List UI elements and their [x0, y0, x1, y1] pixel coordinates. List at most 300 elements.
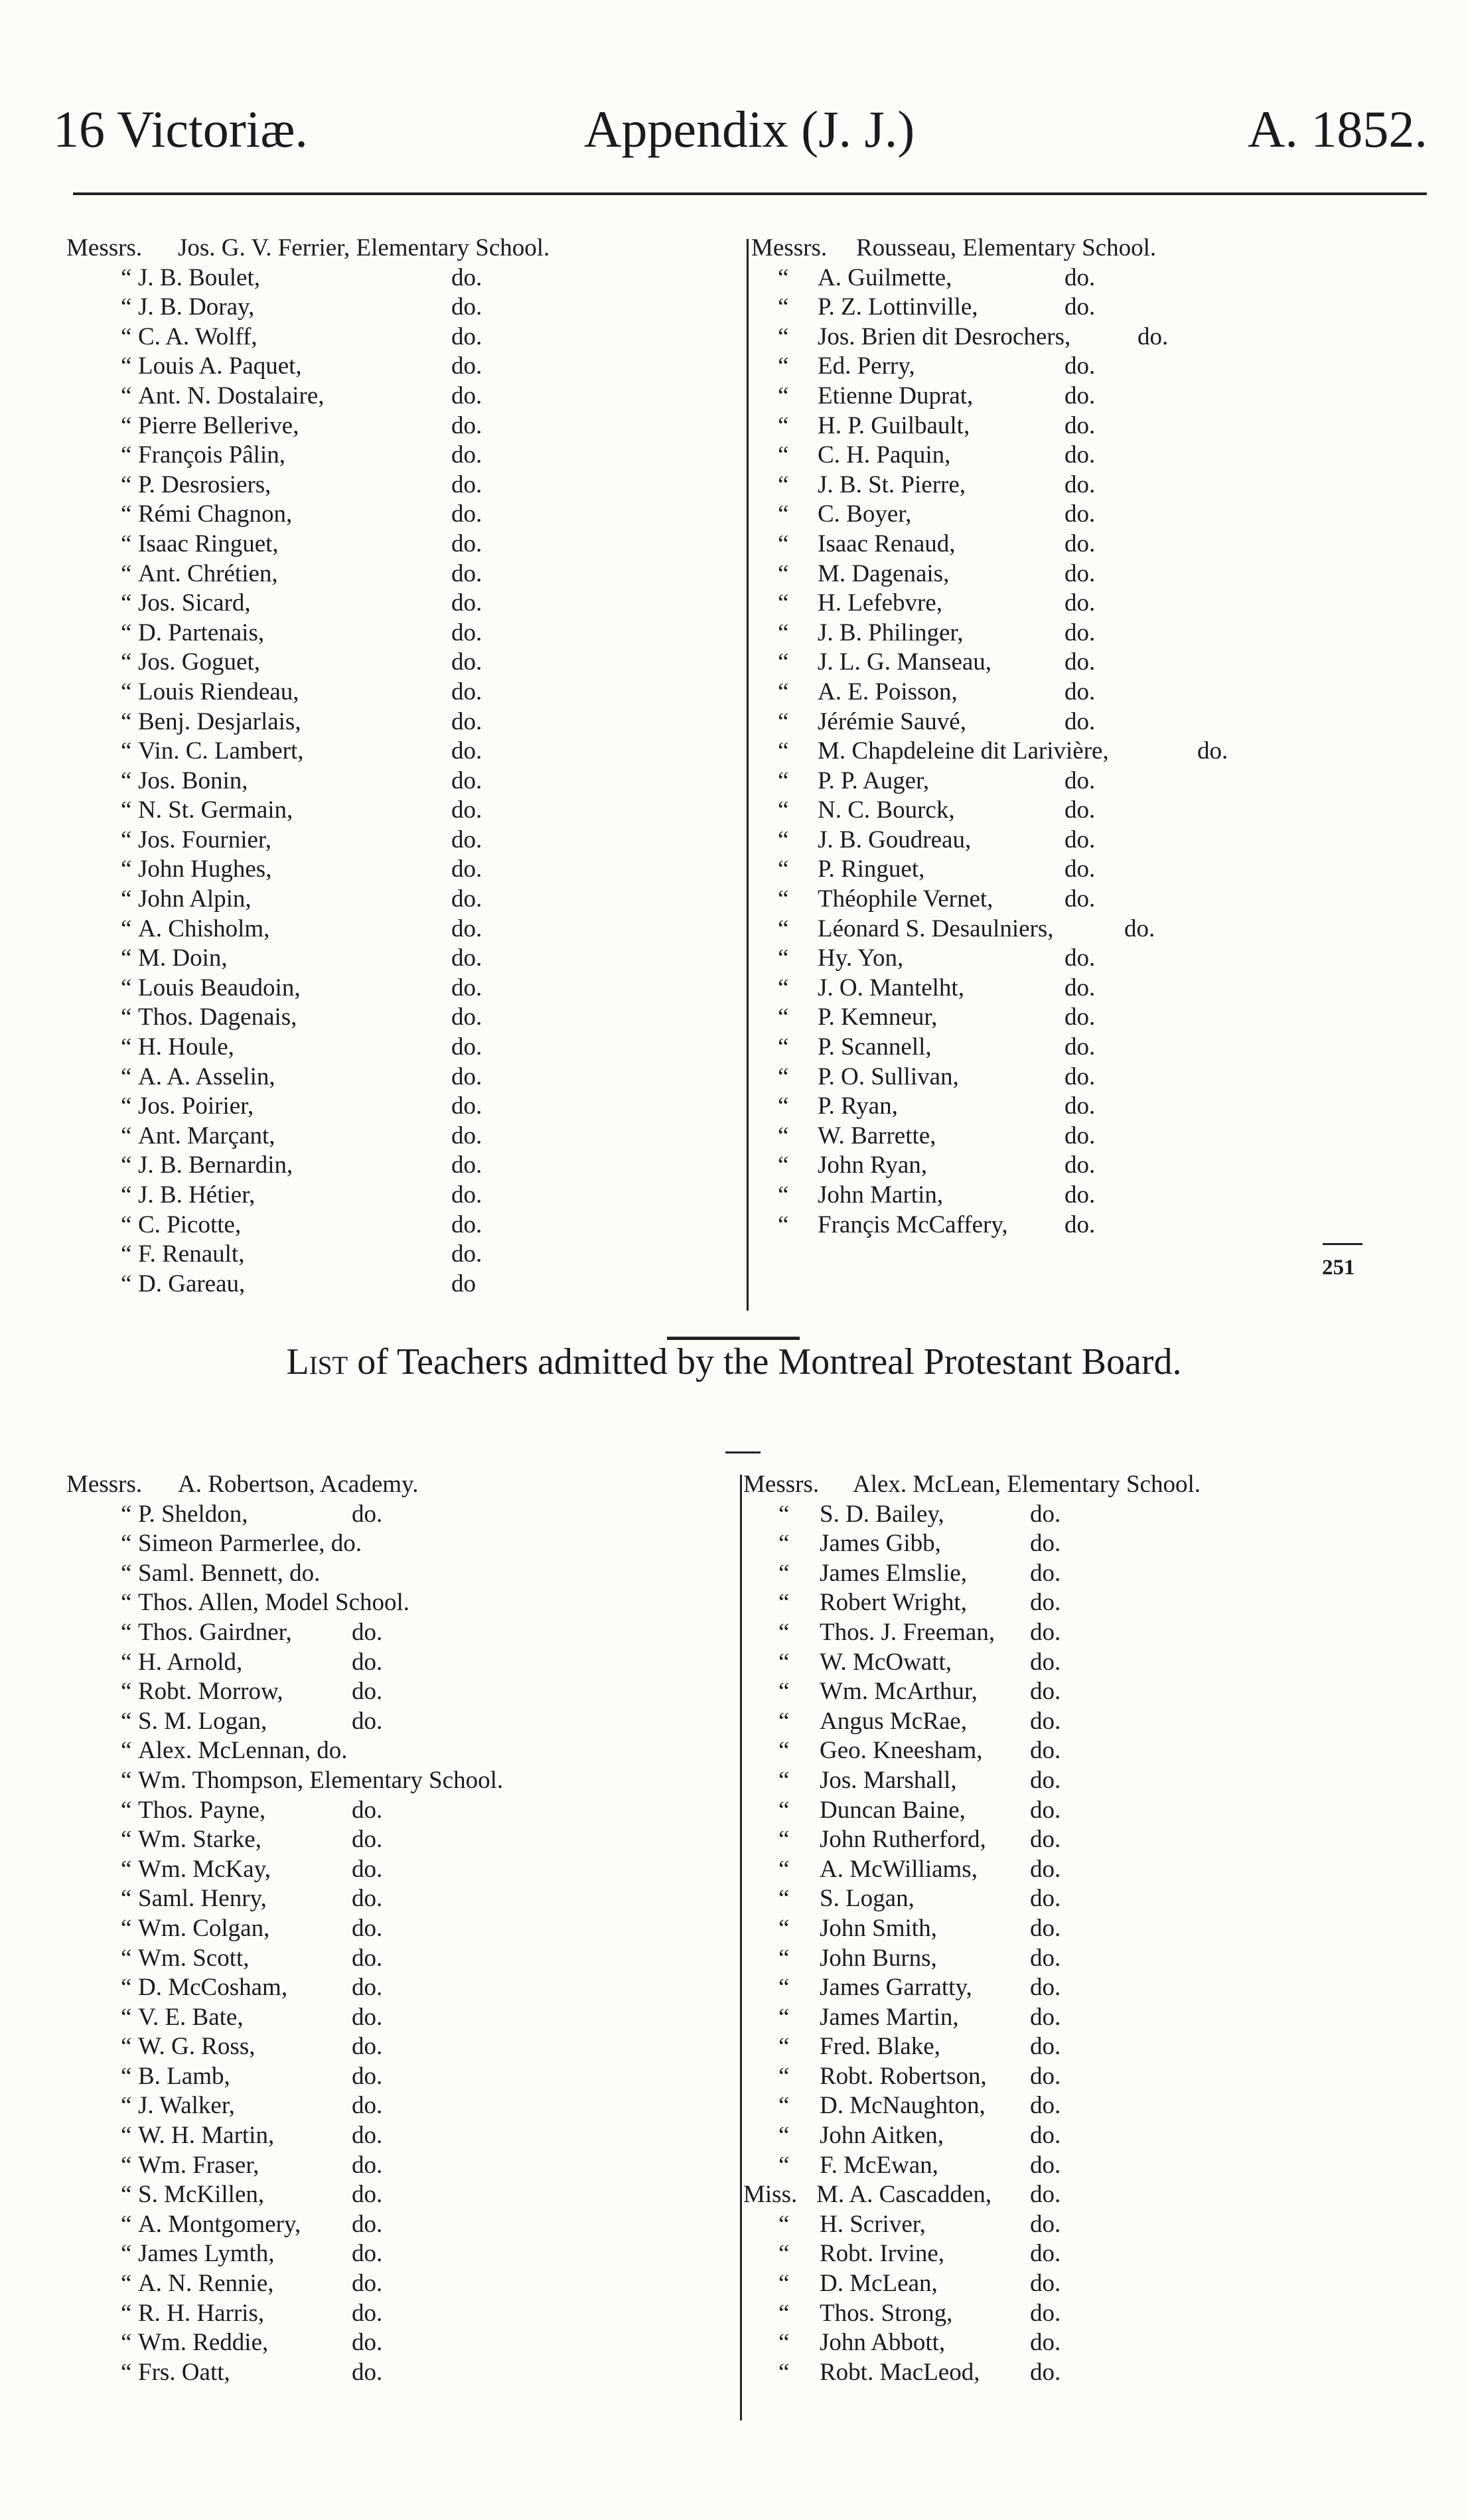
ditto-school: do.: [1064, 796, 1096, 824]
ditto-mark: “: [778, 619, 789, 646]
ditto-mark: “: [778, 767, 789, 794]
ditto-school: do.: [1064, 1092, 1096, 1120]
ditto-school: do.: [1030, 1648, 1061, 1676]
ditto-mark: “: [778, 1151, 789, 1179]
ditto-mark: “: [778, 1885, 790, 1913]
ditto-mark: “: [778, 1122, 789, 1149]
teacher-name: A. Montgomery,: [138, 2210, 301, 2238]
title-prefix: Messrs.: [66, 234, 143, 261]
teacher-name: W. McOwatt,: [820, 1648, 952, 1676]
teacher-name: Hy. Yon,: [818, 944, 904, 972]
teacher-row: [751, 974, 1415, 1003]
teacher-name: Ant. N. Dostalaire,: [138, 382, 325, 409]
teacher-row: [66, 2091, 730, 2121]
teacher-name: Thos. Strong,: [820, 2299, 953, 2327]
ditto-school: do.: [451, 1003, 482, 1031]
teacher-name: C. Boyer,: [818, 500, 912, 528]
teacher-name: John Rutherford,: [820, 1826, 986, 1854]
ditto-school: do.: [1030, 1974, 1061, 2002]
teacher-name: P. P. Auger,: [818, 767, 930, 794]
teacher-name: Louis Beaudoin,: [138, 974, 301, 1001]
teacher-name: James Lymth,: [138, 2240, 275, 2268]
ditto-school: do.: [1030, 2181, 1061, 2209]
teacher-name: Jos. G. V. Ferrier, Elementary School.: [178, 234, 550, 261]
teacher-name: P. O. Sullivan,: [818, 1063, 959, 1090]
ditto-school: do.: [451, 1063, 482, 1090]
ditto-mark: “: [121, 974, 132, 1001]
ditto-school: do.: [451, 471, 482, 498]
ditto-school: do.: [451, 737, 482, 765]
ditto-mark: “: [778, 2329, 790, 2357]
teacher-row: [66, 1033, 730, 1063]
teacher-row: [743, 1559, 1407, 1589]
teacher-name: S. Logan,: [820, 1885, 915, 1913]
teacher-row: [743, 2299, 1407, 2329]
teacher-row: [751, 944, 1415, 974]
teacher-row: [66, 1529, 730, 1559]
teacher-row: [751, 678, 1415, 707]
ditto-school: do.: [1064, 530, 1096, 557]
teacher-row: [743, 1855, 1407, 1885]
teacher-row: [66, 1559, 730, 1589]
teacher-row: [751, 737, 1415, 767]
teacher-name: H. Houle,: [138, 1033, 234, 1061]
ditto-mark: “: [121, 737, 132, 765]
ditto-mark: “: [778, 2151, 790, 2179]
ditto-mark: “: [121, 352, 132, 380]
teacher-row: [751, 1181, 1415, 1211]
ditto-mark: “: [778, 2358, 790, 2386]
ditto-mark: “: [121, 1003, 132, 1031]
ditto-mark: “: [778, 263, 789, 291]
ditto-school: do.: [1030, 2092, 1061, 2120]
teacher-name: Louis A. Paquet,: [138, 352, 302, 380]
ditto-mark: “: [778, 915, 789, 942]
teacher-name: N. C. Bourck,: [818, 796, 955, 824]
running-head-center: Appendix (J. J.): [584, 100, 915, 158]
teacher-row: [743, 2210, 1407, 2240]
ditto-mark: “: [121, 1122, 132, 1149]
teacher-name: J. L. G. Manseau,: [818, 648, 992, 676]
teacher-row: [66, 2180, 730, 2210]
ditto-school: do.: [1064, 1181, 1096, 1209]
ditto-mark: “: [121, 2270, 132, 2298]
teacher-name: S. D. Bailey,: [820, 1500, 944, 1528]
teacher-row: [66, 915, 730, 944]
teacher-row: [66, 2210, 730, 2240]
ditto-mark: “: [121, 2122, 132, 2150]
ditto-school: do.: [451, 619, 482, 646]
ditto-mark: “: [121, 619, 132, 646]
ditto-mark: “: [121, 1678, 132, 1706]
teacher-row: [66, 441, 730, 471]
teacher-name: Wm. Thompson, Elementary School.: [138, 1766, 504, 1794]
teacher-name: A. E. Poisson,: [818, 678, 958, 705]
ditto-school: do.: [352, 2270, 383, 2298]
ditto-school: do.: [1030, 2240, 1061, 2268]
ditto-mark: “: [778, 2033, 790, 2061]
ditto-mark: “: [778, 1766, 790, 1794]
ditto-mark: “: [121, 1530, 132, 1558]
ditto-school: do.: [1064, 678, 1096, 705]
teacher-row: [751, 915, 1415, 944]
ditto-school: do.: [451, 589, 482, 617]
ditto-mark: “: [778, 1092, 789, 1120]
title-prefix: Messrs.: [743, 1471, 820, 1498]
teacher-name: M. A. Cascadden,: [816, 2181, 992, 2209]
teacher-name: Jos. Poirier,: [138, 1092, 254, 1120]
teacher-row: [66, 1914, 730, 1944]
teacher-row: [66, 1825, 730, 1855]
ditto-mark: “: [121, 1974, 132, 2002]
ditto-mark: “: [121, 293, 132, 321]
teacher-row: [66, 1003, 730, 1033]
ditto-mark: “: [121, 826, 132, 853]
ditto-school: do.: [1064, 648, 1096, 676]
teacher-name: F. Renault,: [138, 1240, 245, 1268]
ditto-school: do.: [451, 855, 482, 883]
ditto-school: do.: [1064, 885, 1096, 913]
ditto-school: do.: [352, 2151, 383, 2179]
teacher-name: Saml. Bennett, do.: [138, 1559, 321, 1587]
ditto-school: do.: [352, 2092, 383, 2120]
teacher-name: John Martin,: [818, 1181, 944, 1209]
teacher-name: H. Scriver,: [820, 2210, 926, 2238]
teacher-row: [743, 2269, 1407, 2299]
teacher-name: Wm. McArthur,: [820, 1678, 978, 1706]
ditto-school: do.: [1030, 1885, 1061, 1913]
ditto-mark: “: [778, 1855, 790, 1883]
ditto-mark: “: [121, 2358, 132, 2386]
ditto-school: do.: [1064, 411, 1096, 439]
teacher-name: Fred. Blake,: [820, 2033, 940, 2061]
teacher-name: D. McLean,: [820, 2270, 938, 2298]
teacher-name: Vin. C. Lambert,: [138, 737, 304, 765]
ditto-mark: “: [778, 678, 789, 705]
teacher-row: [66, 944, 730, 974]
ditto-school: do.: [1064, 1003, 1096, 1031]
teacher-name: D. Gareau,: [138, 1270, 246, 1297]
teacher-name: Jos. Sicard,: [138, 589, 251, 617]
ditto-school: do.: [1030, 1944, 1061, 1972]
ditto-mark: “: [121, 1151, 132, 1179]
teacher-row: [66, 234, 730, 263]
ditto-school: do.: [451, 1122, 482, 1149]
ditto-mark: “: [121, 1707, 132, 1735]
ditto-school: do.: [352, 1826, 383, 1854]
ditto-school: do.: [451, 263, 482, 291]
teacher-list-r2-right: [743, 1470, 1407, 2387]
count-rule: [1323, 1243, 1362, 1245]
column-divider: [747, 239, 749, 1311]
teacher-row: [66, 2003, 730, 2033]
teacher-name: Robt. MacLeod,: [820, 2358, 980, 2386]
ditto-school: do.: [1030, 1766, 1061, 1794]
ditto-school: do.: [451, 411, 482, 439]
teacher-name: A. McWilliams,: [820, 1855, 978, 1883]
teacher-name: J. Walker,: [138, 2092, 235, 2120]
teacher-name: P. Sheldon,: [138, 1500, 248, 1528]
teacher-row: [66, 1588, 730, 1618]
teacher-name: H. Arnold,: [138, 1648, 243, 1676]
teacher-name: P. Scannell,: [818, 1033, 932, 1061]
ditto-school: do.: [1030, 1530, 1061, 1558]
teacher-row: [743, 1529, 1407, 1559]
teacher-name: Jos. Brien dit Desrochers,: [818, 323, 1071, 350]
teacher-name: J. B. Doray,: [138, 293, 255, 321]
teacher-row: [751, 648, 1415, 678]
ditto-school: do.: [352, 1707, 383, 1735]
teacher-name: J. O. Mantelht,: [818, 974, 964, 1001]
teacher-name: J. B. Philinger,: [818, 619, 964, 646]
ditto-school: do.: [1064, 293, 1096, 321]
teacher-row: [66, 1270, 730, 1299]
ditto-mark: “: [778, 1648, 790, 1676]
teacher-row: [743, 2328, 1407, 2358]
ditto-mark: “: [121, 2003, 132, 2031]
teacher-name: Léonard S. Desaulniers,: [818, 915, 1054, 942]
teacher-row: [66, 737, 730, 767]
teacher-row: [743, 2180, 1407, 2210]
teacher-row: [66, 293, 730, 323]
ditto-school: do.: [1064, 944, 1096, 972]
teacher-row: [66, 1211, 730, 1240]
ditto-school: do.: [1030, 2358, 1061, 2386]
teacher-name: James Martin,: [820, 2003, 959, 2031]
teacher-name: Louis Riendeau,: [138, 678, 299, 705]
teacher-row: [751, 263, 1415, 293]
ditto-school: do.: [1030, 2003, 1061, 2031]
teacher-name: J. B. Boulet,: [138, 263, 260, 291]
teacher-name: John Burns,: [820, 1944, 937, 1972]
ditto-mark: “: [778, 500, 789, 528]
teacher-row: [66, 2269, 730, 2299]
ditto-mark: “: [121, 2062, 132, 2090]
ditto-school: do.: [1064, 471, 1096, 498]
ditto-mark: “: [121, 471, 132, 498]
ditto-mark: “: [121, 2210, 132, 2238]
ditto-mark: “: [121, 1589, 132, 1617]
teacher-row: [743, 1825, 1407, 1855]
teacher-row: [66, 1855, 730, 1885]
ditto-school: do.: [1124, 915, 1155, 942]
teacher-row: [743, 1707, 1407, 1737]
teacher-row: [751, 441, 1415, 471]
teacher-row: [66, 323, 730, 352]
teacher-name: P. Ryan,: [818, 1092, 898, 1120]
teacher-row: [66, 1092, 730, 1122]
ditto-school: do.: [1030, 2270, 1061, 2298]
ditto-school: do.: [1030, 2122, 1061, 2150]
teacher-row: [751, 559, 1415, 589]
ditto-mark: “: [778, 1589, 790, 1617]
ditto-mark: “: [778, 2240, 790, 2268]
ditto-mark: “: [121, 2151, 132, 2179]
ditto-mark: “: [121, 678, 132, 705]
ditto-mark: “: [121, 2033, 132, 2061]
teacher-name: Robt. Robertson,: [820, 2062, 987, 2090]
teacher-name: J. B. St. Pierre,: [818, 471, 966, 498]
ditto-school: do.: [1030, 1914, 1061, 1942]
ditto-school: do.: [1030, 2299, 1061, 2327]
ditto-mark: “: [121, 2299, 132, 2327]
teacher-row: [66, 1736, 730, 1766]
teacher-name: M. Chapdeleine dit Larivière,: [818, 737, 1109, 765]
ditto-school: do.: [1064, 1122, 1096, 1149]
ditto-mark: “: [778, 2270, 790, 2298]
ditto-school: do.: [451, 500, 482, 528]
ditto-school: do.: [1030, 2151, 1061, 2179]
teacher-name: Alex. McLennan, do.: [138, 1737, 348, 1765]
ditto-mark: “: [778, 2122, 790, 2150]
teacher-row: [751, 885, 1415, 915]
ditto-mark: “: [778, 2092, 790, 2120]
teacher-name: Jos. Bonin,: [138, 767, 248, 794]
teacher-row: [66, 1181, 730, 1211]
teacher-row: [66, 678, 730, 707]
ditto-mark: “: [121, 1240, 132, 1268]
teacher-name: P. Z. Lottinville,: [818, 293, 978, 321]
ditto-mark: “: [121, 441, 132, 469]
ditto-mark: “: [778, 737, 789, 765]
ditto-mark: “: [778, 2062, 790, 2090]
running-head-left: 16 Victoriæ.: [53, 100, 308, 158]
ditto-mark: “: [121, 1648, 132, 1676]
teacher-row: [751, 707, 1415, 737]
ditto-school: do.: [1064, 382, 1096, 409]
teacher-name: Robt. Irvine,: [820, 2240, 945, 2268]
teacher-name: Jos. Marshall,: [820, 1766, 957, 1794]
ditto-mark: “: [121, 530, 132, 557]
ditto-mark: “: [121, 796, 132, 824]
ditto-mark: “: [121, 500, 132, 528]
ditto-mark: “: [121, 1796, 132, 1824]
ditto-school: do.: [1064, 767, 1096, 794]
teacher-row: [751, 1122, 1415, 1151]
section-title-prefix: List: [286, 1341, 348, 1382]
ditto-mark: “: [778, 944, 789, 972]
teacher-name: F. McEwan,: [820, 2151, 938, 2179]
ditto-mark: “: [121, 263, 132, 291]
teacher-row: [751, 382, 1415, 411]
ditto-school: do.: [352, 2003, 383, 2031]
teacher-name: Thos. Dagenais,: [138, 1003, 297, 1031]
ditto-mark: “: [121, 767, 132, 794]
ditto-school: do.: [1030, 2033, 1061, 2061]
ditto-school: do.: [352, 1974, 383, 2002]
teacher-row: [751, 411, 1415, 441]
ditto-school: do.: [451, 530, 482, 557]
ditto-mark: “: [778, 471, 789, 498]
teacher-name: Ant. Marçant,: [138, 1122, 275, 1149]
teacher-name: John Alpin,: [138, 885, 252, 913]
teacher-row: [743, 2091, 1407, 2121]
teacher-row: [743, 2239, 1407, 2269]
teacher-name: Isaac Renaud,: [818, 530, 956, 557]
title-underline: [725, 1451, 761, 1453]
teacher-name: Pierre Bellerive,: [138, 411, 299, 439]
teacher-row: [66, 1063, 730, 1092]
ditto-school: do.: [451, 944, 482, 972]
teacher-row: [66, 530, 730, 559]
ditto-mark: “: [778, 323, 789, 350]
ditto-mark: “: [121, 1618, 132, 1646]
ditto-mark: “: [778, 974, 789, 1001]
ditto-school: do.: [1030, 1618, 1061, 1646]
teacher-name: R. H. Harris,: [138, 2299, 265, 2327]
teacher-name: A. A. Asselin,: [138, 1063, 275, 1090]
ditto-mark: “: [121, 1181, 132, 1209]
ditto-mark: “: [778, 648, 789, 676]
teacher-list-r1-right: [751, 234, 1415, 1240]
section-title: [0, 1341, 1468, 1383]
ditto-mark: “: [778, 1033, 789, 1061]
ditto-mark: “: [121, 1033, 132, 1061]
teacher-name: S. McKillen,: [138, 2181, 265, 2209]
ditto-school: do.: [451, 767, 482, 794]
teacher-row: [743, 2121, 1407, 2151]
teacher-row: [66, 263, 730, 293]
teacher-row: [66, 619, 730, 648]
ditto-school: do.: [1064, 707, 1096, 735]
teacher-name: Wm. Colgan,: [138, 1914, 270, 1942]
ditto-school: do.: [1030, 2210, 1061, 2238]
section-divider: [667, 1337, 800, 1340]
teacher-name: Théophile Vernet,: [818, 885, 993, 913]
teacher-name: A. Chisholm,: [138, 915, 270, 942]
ditto-mark: “: [121, 2092, 132, 2120]
ditto-school: do.: [1030, 1737, 1061, 1765]
teacher-row: [66, 796, 730, 826]
ditto-mark: “: [778, 1618, 790, 1646]
teacher-name: C. H. Paquin,: [818, 441, 951, 469]
ditto-mark: “: [778, 382, 789, 409]
ditto-school: do.: [352, 1914, 383, 1942]
ditto-school: do.: [1064, 1063, 1096, 1090]
teacher-row: [751, 352, 1415, 382]
teacher-row: [743, 1500, 1407, 1530]
ditto-school: do.: [352, 1618, 383, 1646]
teacher-row: [66, 2121, 730, 2151]
teacher-row: [751, 471, 1415, 500]
teacher-name: Jérémie Sauvé,: [818, 707, 966, 735]
teacher-row: [66, 1151, 730, 1181]
teacher-row: [743, 1944, 1407, 1974]
teacher-name: C. Picotte,: [138, 1211, 242, 1238]
ditto-school: do.: [451, 1092, 482, 1120]
ditto-mark: “: [121, 382, 132, 409]
teacher-row: [66, 2239, 730, 2269]
ditto-school: do.: [352, 2299, 383, 2327]
ditto-school: do.: [1030, 2062, 1061, 2090]
teacher-name: Frs. Oatt,: [138, 2358, 230, 2386]
title-prefix: Messrs.: [751, 234, 828, 261]
ditto-school: do.: [1030, 1796, 1061, 1824]
teacher-name: Ant. Chrétien,: [138, 559, 278, 587]
ditto-mark: “: [778, 2210, 790, 2238]
teacher-row: [66, 1707, 730, 1737]
teacher-name: Robert Wright,: [820, 1589, 967, 1617]
teacher-name: Wm. Reddie,: [138, 2329, 269, 2357]
ditto-mark: “: [121, 2240, 132, 2268]
teacher-name: C. A. Wolff,: [138, 323, 257, 350]
header-rule: [73, 192, 1427, 195]
teacher-row: [66, 2062, 730, 2092]
teacher-name: Wm. Starke,: [138, 1826, 261, 1854]
ditto-mark: “: [121, 707, 132, 735]
ditto-school: do.: [1064, 855, 1096, 883]
ditto-school: do.: [352, 1885, 383, 1913]
